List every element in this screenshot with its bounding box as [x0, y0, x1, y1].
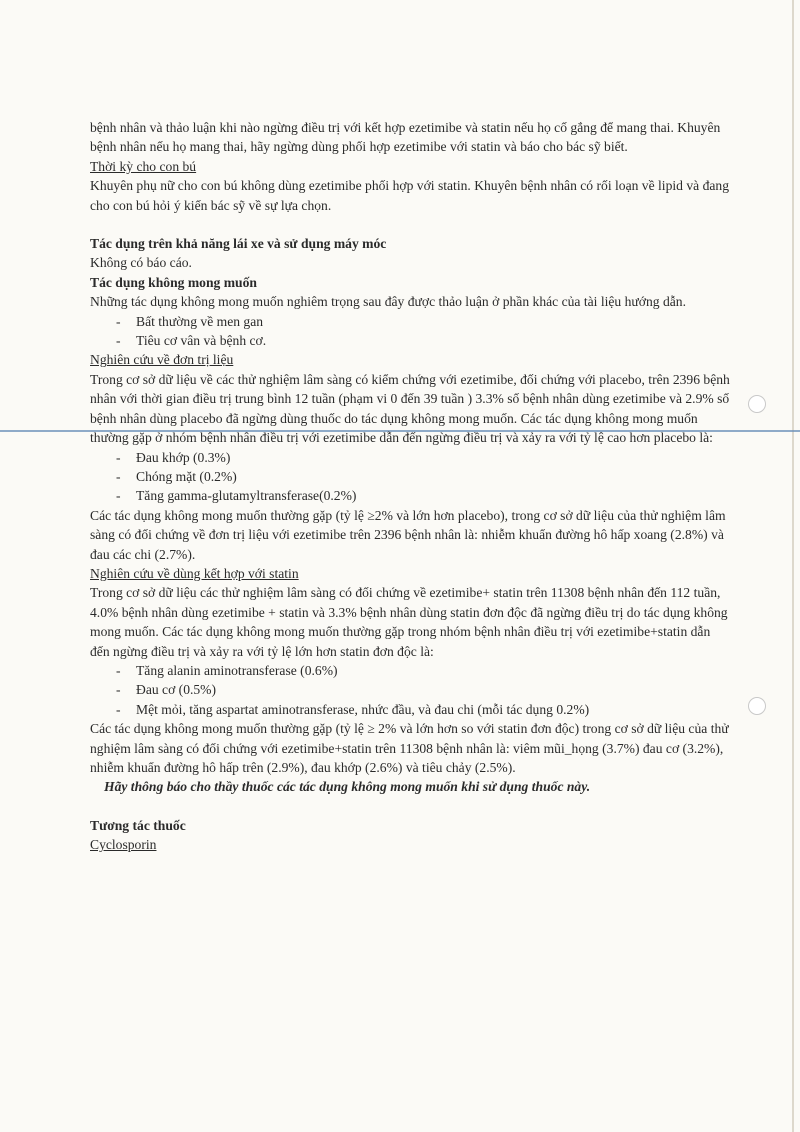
paragraph-pregnancy-continued: bệnh nhân và thảo luận khi nào ngừng điều trị với kết hợp ezetimibe và statin nếu họ cố gắng để mang thai. Khuyên bệnh nhân nếu họ mang thai, hãy ngừng dùng phối hợp ezetimibe với statin và báo cho bác sỹ biết. — [90, 120, 721, 155]
list-item: - Đau khớp (0.3%) — [116, 448, 730, 467]
page-edge-shadow — [792, 0, 794, 1132]
paragraph-lactation: Khuyên phụ nữ cho con bú không dùng ezetimibe phối hợp với statin. Khuyên bệnh nhân có rối loạn về lipid và đang cho con bú hỏi ý kiến bác sỹ về sự lựa chọn. — [90, 178, 730, 213]
list-item: - Mệt mỏi, tăng aspartat aminotransferase, nhức đầu, và đau chi (mỗi tác dụng 0.2%) — [116, 700, 730, 719]
paragraph-monotherapy-common: Các tác dụng không mong muốn thường gặp (tỷ lệ ≥2% và lớn hơn placebo), trong cơ sở dữ liệu của thử nghiệm lâm sàng có đối chứng về đơn trị liệu với ezetimibe trên 2396 bệnh nhân là: nhiễm khuẩn đường hô hấp xoang (2.8%) và đau các chi (2.7%). — [90, 507, 726, 562]
paragraph-driving: Không có báo cáo. — [90, 255, 192, 271]
list-item: - Tiêu cơ vân và bệnh cơ. — [116, 331, 730, 350]
document-body — [90, 118, 730, 855]
list-monotherapy-effects — [90, 448, 730, 506]
heading-interactions: Tương tác thuốc — [90, 817, 186, 833]
heading-cyclosporin: Cyclosporin — [90, 837, 157, 853]
list-item: - Tăng gamma-glutamyltransferase(0.2%) — [116, 486, 730, 505]
punch-hole-top — [748, 395, 766, 413]
list-item: - Bất thường về men gan — [116, 312, 730, 331]
spacer — [90, 797, 730, 816]
heading-driving: Tác dụng trên khả năng lái xe và sử dụng máy móc — [90, 236, 387, 252]
paragraph-adverse-intro: Những tác dụng không mong muốn nghiêm trọng sau đây được thảo luận ở phần khác của tài liệu hướng dẫn. — [90, 294, 686, 310]
paragraph-combination-common: Các tác dụng không mong muốn thường gặp (tỷ lệ ≥ 2% và lớn hơn so với statin đơn độc) trong cơ sở dữ liệu của thử nghiệm lâm sàng có đối chứng với ezetimibe+statin trên 11308 bệnh nhân là: viêm mũi_họng (3.7%) đau cơ (3.2%), nhiễm khuẩn đường hô hấp trên (2.9%), đau khớp (2.6%) và tiêu chảy (2.5%). — [90, 721, 729, 775]
heading-combination: Nghiên cứu về dùng kết hợp với statin — [90, 565, 299, 581]
heading-adverse-effects: Tác dụng không mong muốn — [90, 274, 257, 290]
paragraph-monotherapy: Trong cơ sở dữ liệu về các thử nghiệm lâm sàng có kiểm chứng với ezetimibe, đối chứng với placebo, trên 2396 bệnh nhân với thời gian điều trị trung bình 12 tuần (phạm vi 0 đến 39 tuần ) 3.3% số bệnh nhân dùng ezetimibe và 2.9% số bệnh nhân dùng placebo đã ngừng dùng thuốc do tác dụng không mong muốn. Các tác dụng không mong muốn thường gặp ở nhóm bệnh nhân điều trị với ezetimibe dẫn đến ngừng điều trị và xảy ra với tỷ lệ cao hơn placebo là: — [90, 371, 730, 446]
list-item: - Đau cơ (0.5%) — [116, 680, 730, 699]
list-item: - Tăng alanin aminotransferase (0.6%) — [116, 661, 730, 680]
heading-monotherapy: Nghiên cứu về đơn trị liệu — [90, 352, 234, 368]
notice-report-effects: Hãy thông báo cho thầy thuốc các tác dụng không mong muốn khi sử dụng thuốc này. — [104, 779, 591, 795]
list-item: - Chóng mặt (0.2%) — [116, 467, 730, 486]
punch-hole-bottom — [748, 697, 766, 715]
spacer — [90, 215, 730, 234]
list-combination-effects — [90, 661, 730, 719]
list-serious-effects — [90, 312, 730, 351]
heading-lactation: Thời kỳ cho con bú — [90, 158, 197, 174]
paragraph-combination: Trong cơ sở dữ liệu các thử nghiệm lâm sàng có đối chứng về ezetimibe+ statin trên 11308 bệnh nhân đến 112 tuần, 4.0% bệnh nhân dùng ezetimibe + statin và 3.3% bệnh nhân dùng statin đơn độc đã ngừng điều trị do tác dụng không mong muốn. Các tác dụng không mong muốn thường gặp trong nhóm bệnh nhân điều trị với ezetimibe+statin dẫn đến ngừng điều trị và xảy ra với tỷ lệ lớn hơn statin đơn độc là: — [90, 585, 728, 659]
